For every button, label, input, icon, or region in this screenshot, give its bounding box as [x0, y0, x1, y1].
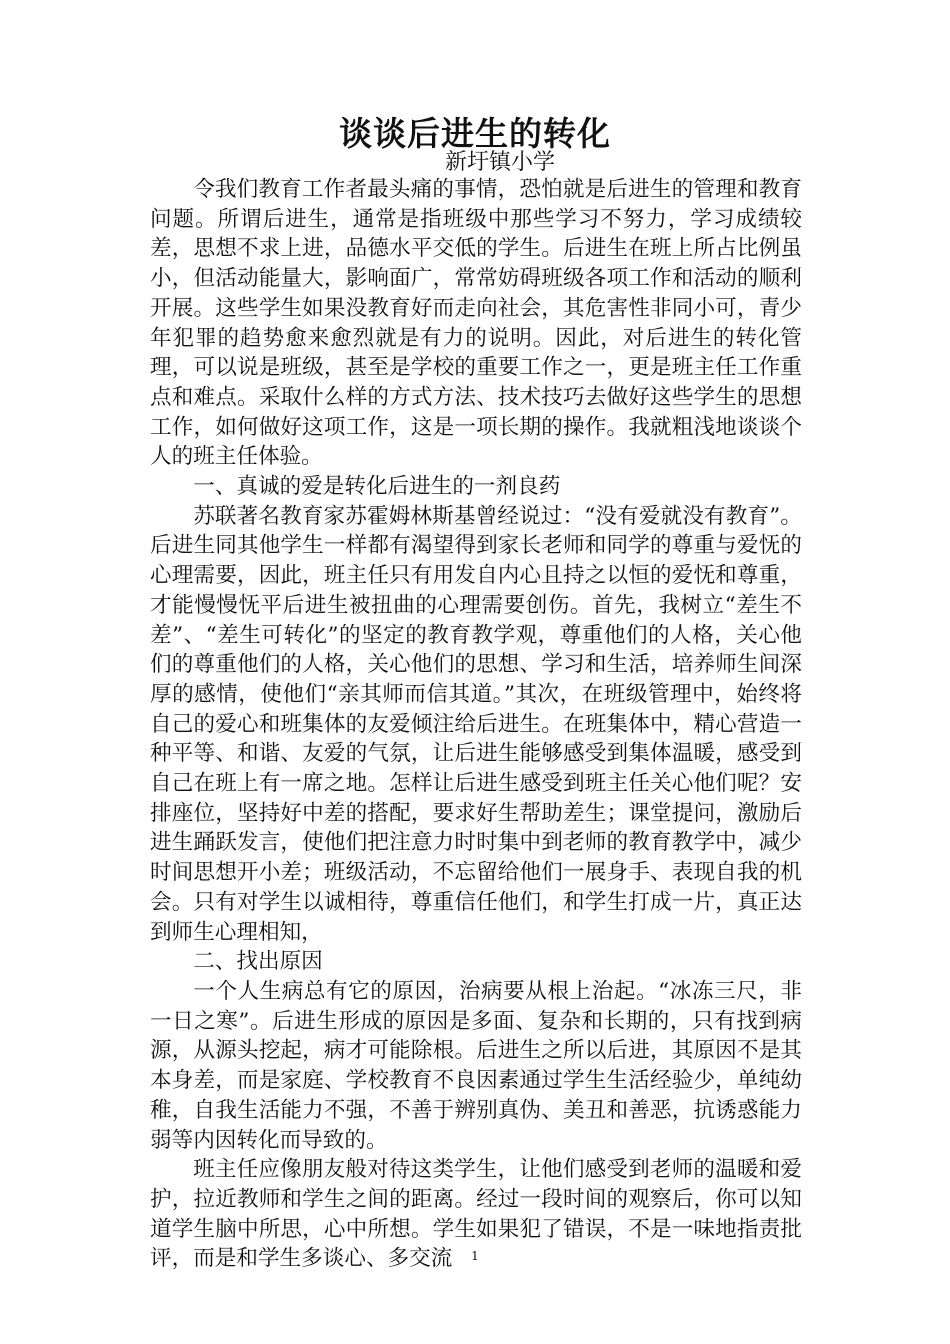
section-heading-2: 二、找出原因 [193, 949, 323, 975]
paragraph-love: 苏联著名教育家苏霍姆林斯基曾经说过：“没有爱就没有教育”。 后进生同其他学生一样都有渴望得到家长老师和同学的尊重与爱怃的心理需要，因此，班主任只有用发自内心且持之以恒的爱怃和尊重，才能慢慢怃平后进生被扭曲的心理需要创伤。首先，我树立“差生不差”、“差生可转化”的坚定的教育教学观，尊重他们的人格，关心他们的尊重他们的人格，关心他们的思想、学习和生活，培养师生间深厚的感情，使他们“亲其师而信其道。”其次，在班级管理中，始终将自己的爱心和班集体的友爱倾注给后进生。在班集体中，精心营造一种平等、和谐、友爱的气氛，让后进生能够感受到集体温暖，感受到自己在班上有一席之地。怎样让后进生感受到班主任关心他们呢？安排座位，坚持好中差的搭配，要求好生帮助差生；课堂提问，激励后进生踊跃发言，使他们把注意力时时集中到老师的教育教学中，减少时间思想开小差；班级活动，不忘留给他们一展身手、表现自我的机会。只有对学生以诚相待，尊重信任他们，和学生打成一片，真正达到师生心理相知， [150, 503, 802, 945]
section-heading-1: 一、真诚的爱是转化后进生的一剂良药 [193, 474, 561, 500]
paragraph-friendship: 班主任应像朋友般对待这类学生，让他们感受到老师的温暖和爱护，拉近教师和学生之间的距离。经过一段时间的观察后，你可以知道学生脑中所思，心中所想。学生如果犯了错误，不是一味地指责批评，而是和学生多谈心、多交流 [150, 1157, 802, 1272]
paragraph-intro: 令我们教育工作者最头痛的事情，恐怕就是后进生的管理和教育问题。所谓后进生，通常是指班级中那些学习不努力，学习成绩较差，思想不求上进，品德水平交低的学生。后进生在班上所占比例虽小，但活动能量大，影响面广，常常妨碍班级各项工作和活动的顺利开展。这些学生如果没教育好而走向社会，其危害性非同小可，青少年犯罪的趋势愈来愈烈就是有力的说明。因此，对后进生的转化管理，可以说是班级，甚至是学校的重要工作之一，更是班主任工作重点和难点。采取什么样的方式方法、技术技巧去做好这些学生的思想工作，如何做好这项工作，这是一项长期的操作。我就粗浅地谈谈个人的班主任体验。 [150, 177, 802, 470]
page-number: 1 [471, 1249, 479, 1263]
paragraph-causes: 一个人生病总有它的原因，治病要从根上治起。“冰冻三尺，非一日之寒”。后进生形成的原因是多面、复杂和长期的，只有找到病源，从源头挖起，病才可能除根。后进生之所以后进，其原因不是其本身差，而是家庭、学校教育不良因素通过学生生活经验少，单纯幼稚，自我生活能力不强，不善于辨别真伪、美丑和善恶，抗诱惑能力弱等内因转化而导致的。 [150, 978, 802, 1153]
document-body [150, 175, 802, 1274]
document-title: 谈谈后进生的转化 [339, 114, 611, 153]
document-subtitle: 新圩镇小学 [444, 150, 555, 175]
